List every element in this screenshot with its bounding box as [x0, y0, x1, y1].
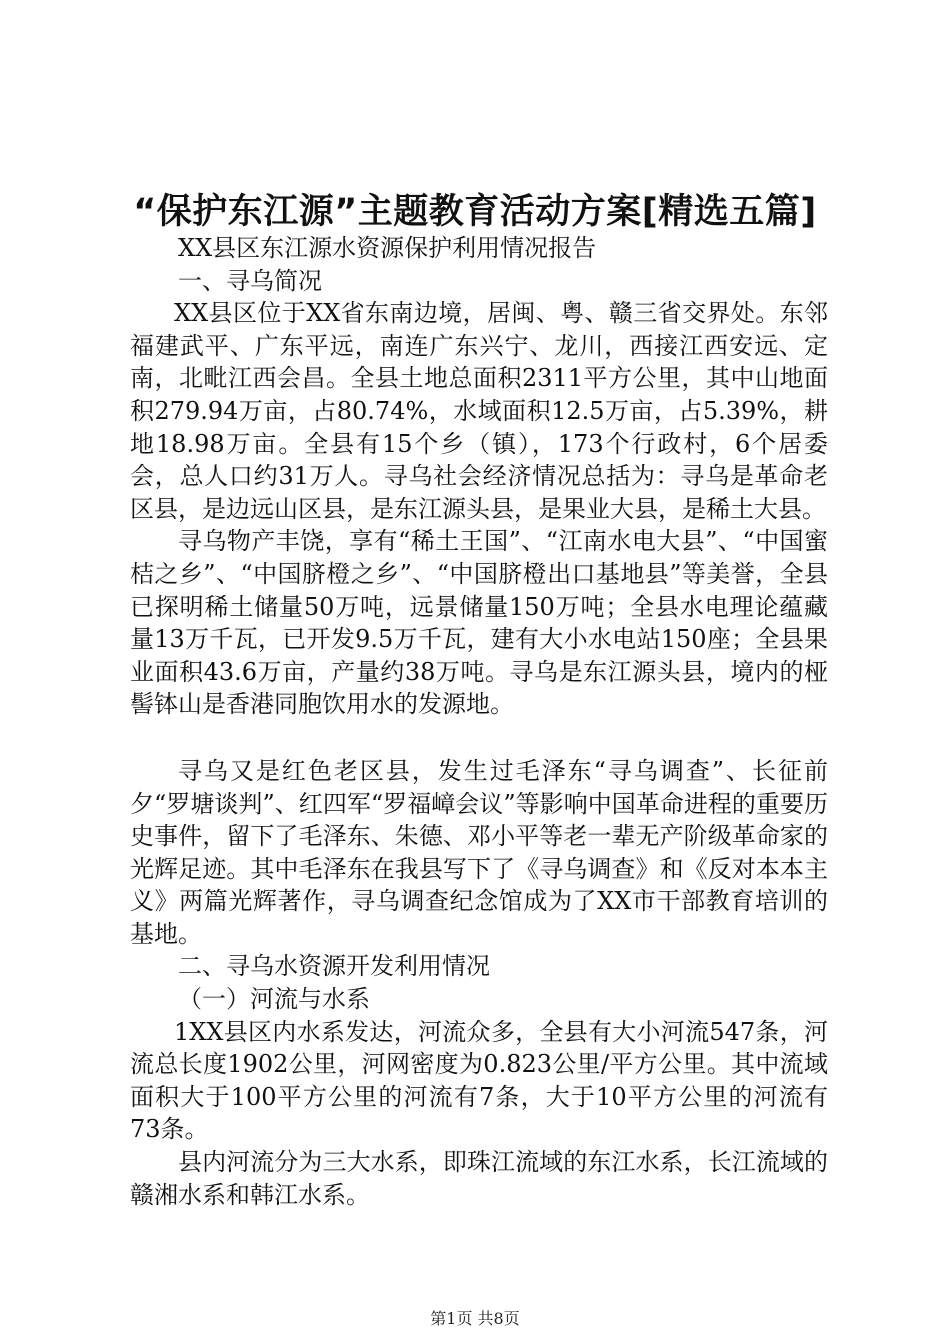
paragraph: 1XX县区内水系发达，河流众多，全县有大小河流547条，河流总长度1902公里，河网密度为0.823公里/平方公里。其中流域面积大于100平方公里的河流有7条，大于10平方公里的河流有73条。 [130, 1017, 828, 1144]
paragraph: 寻乌又是红色老区县，发生过毛泽东“寻乌调查”、长征前夕“罗塘谈判”、红四军“罗福嶂会议”等影响中国革命进程的重要历史事件，留下了毛泽东、朱德、邓小平等老一辈无产阶级革命家的光辉足迹。其中毛泽东在我县写下了《寻乌调查》和《反对本本主义》两篇光辉著作，寻乌调查纪念馆成为了XX市干部教育培训的基地。 [130, 756, 828, 948]
paragraph: XX县区位于XX省东南边境，居闽、粤、赣三省交界处。东邻福建武平、广东平远，南连广东兴宁、龙川，西接江西安远、定南，北毗江西会昌。全县土地总面积2311平方公里，其中山地面积279.94万亩，占80.74%，水域面积12.5万亩，占5.39%，耕地18.98万亩。全县有15个乡（镇），173个行政村，6个居委会，总人口约31万人。寻乌社会经济情况总括为：寻乌是革命老区县，是边远山区县，是东江源头县，是果业大县，是稀土大县。 [130, 299, 828, 523]
paragraph: 寻乌物产丰饶，享有“稀土王国”、“江南水电大县”、“中国蜜桔之乡”、“中国脐橙之乡”、“中国脐橙出口基地县”等美誉，全县已探明稀土储量50万吨，远景储量150万吨；全县水电理论蕴藏量13万千瓦，已开发9.5万千瓦，建有大小水电站150座；全县果业面积43.6万亩，产量约38万吨。寻乌是东江源头县，境内的桠髻钵山是香港同胞饮用水的发源地。 [130, 527, 828, 719]
page-footer: 第1页 共8页 [430, 1309, 520, 1328]
report-subtitle: XX县区东江源水资源保护利用情况报告 [178, 234, 597, 262]
paragraph-spacer [130, 721, 828, 755]
section-heading: 二、寻乌水资源开发利用情况 [178, 952, 490, 981]
section-heading: 一、寻乌简况 [178, 266, 322, 295]
paragraph: 县内河流分为三大水系，即珠江流域的东江水系，长江流域的赣湘水系和韩江水系。 [130, 1148, 828, 1209]
document-title: “保护东江源”主题教育活动方案[精选五篇] [133, 192, 817, 232]
document-body [130, 232, 828, 1211]
subsection-heading: （一）河流与水系 [178, 985, 370, 1014]
